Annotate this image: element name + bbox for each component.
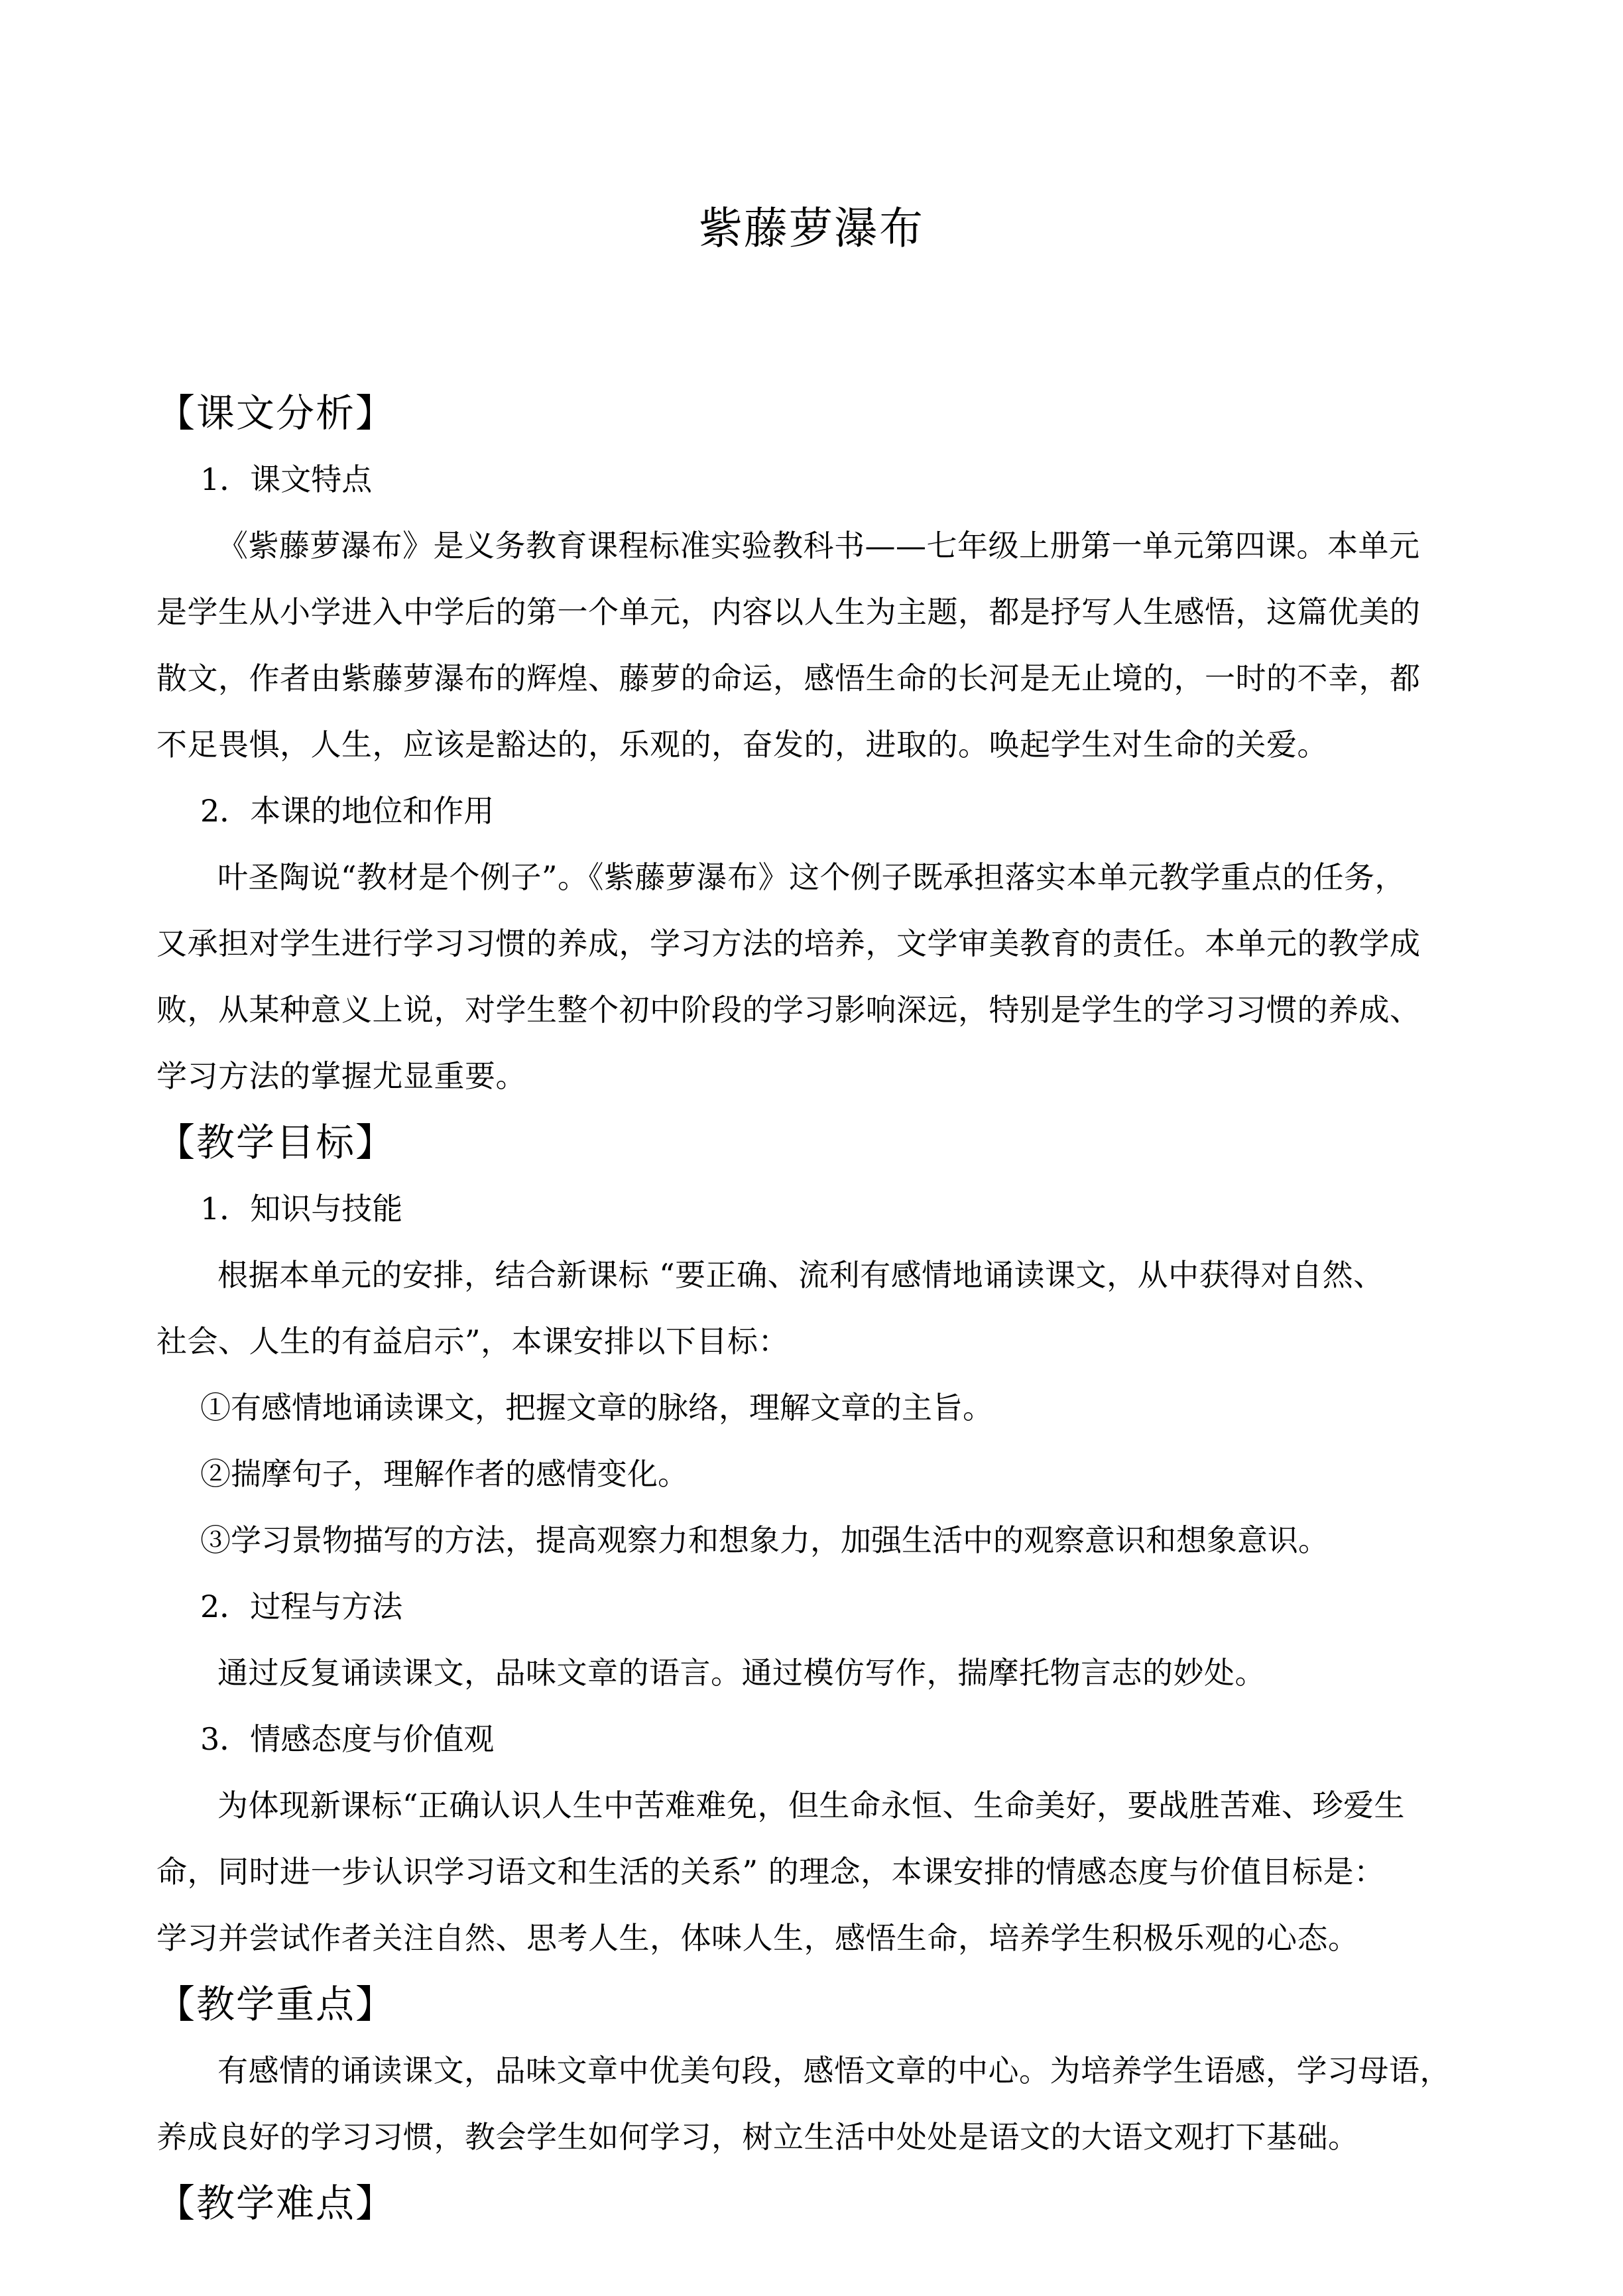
subheading-knowledge-skills: 1．知识与技能 bbox=[200, 1191, 403, 1227]
paragraph-line: 命，同时进一步认识学习语文和生活的关系” 的理念，本课安排的情感态度与价值目标是： bbox=[156, 1854, 1385, 1890]
goal-item-2: ②揣摩句子，理解作者的感情变化。 bbox=[200, 1456, 688, 1492]
paragraph-line: 通过反复诵读课文，品味文章的语言。通过模仿写作，揣摩托物言志的妙处。 bbox=[217, 1655, 1266, 1691]
section-heading-key-points: 【教学重点】 bbox=[156, 1982, 396, 2027]
paragraph-line: 为体现新课标“正确认识人生中苦难难免，但生命永恒、生命美好，要战胜苦难、珍爱生 bbox=[217, 1787, 1406, 1823]
subheading-emotion-values: 3．情感态度与价值观 bbox=[200, 1721, 495, 1757]
paragraph-line: 社会、人生的有益启示”，本课安排以下目标： bbox=[156, 1323, 790, 1359]
document-title: 紫藤萝瀑布 bbox=[699, 203, 924, 254]
paragraph-line: 《紫藤萝瀑布》是义务教育课程标准实验教科书——七年级上册第一单元第四课。本单元 bbox=[217, 528, 1420, 564]
subheading-text-features: 1．课文特点 bbox=[200, 461, 373, 497]
paragraph-lesson-role bbox=[156, 844, 1469, 1109]
goal-item-1: ①有感情地诵读课文，把握文章的脉络，理解文章的主旨。 bbox=[200, 1390, 993, 1425]
paragraph-line: 不足畏惧，人生，应该是豁达的，乐观的，奋发的，进取的。唤起学生对生命的关爱。 bbox=[156, 727, 1328, 762]
paragraph-line: 败，从某种意义上说，对学生整个初中阶段的学习影响深远，特别是学生的学习习惯的养成、 bbox=[156, 992, 1421, 1028]
paragraph-process-method bbox=[156, 1640, 1469, 1706]
paragraph-line: 学习并尝试作者关注自然、思考人生，体味人生，感悟生命，培养学生积极乐观的心态。 bbox=[156, 1920, 1359, 1956]
paragraph-line: 是学生从小学进入中学后的第一个单元，内容以人生为主题，都是抒写人生感悟，这篇优美的 bbox=[156, 594, 1421, 630]
paragraph-line: 散文，作者由紫藤萝瀑布的辉煌、藤萝的命运，感悟生命的长河是无止境的，一时的不幸，都 bbox=[156, 660, 1421, 696]
paragraph-line: 叶圣陶说“教材是个例子”。《紫藤萝瀑布》这个例子既承担落实本单元教学重点的任务， bbox=[217, 859, 1406, 895]
document-body bbox=[156, 380, 1469, 2236]
paragraph-emotion-values bbox=[156, 1772, 1469, 1971]
paragraph-line: 学习方法的掌握尤显重要。 bbox=[156, 1058, 526, 1094]
paragraph-line: 根据本单元的安排，结合新课标 “要正确、流利有感情地诵读课文，从中获得对自然、 bbox=[217, 1257, 1384, 1293]
paragraph-line: 又承担对学生进行学习习惯的养成，学习方法的培养，文学审美教育的责任。本单元的教学成 bbox=[156, 926, 1421, 961]
paragraph-line: 有感情的诵读课文，品味文章中优美句段，感悟文章的中心。为培养学生语感，学习母语， bbox=[217, 2053, 1451, 2088]
goal-item-3: ③学习景物描写的方法，提高观察力和想象力，加强生活中的观察意识和想象意识。 bbox=[200, 1522, 1329, 1558]
section-heading-analysis: 【课文分析】 bbox=[156, 391, 396, 436]
subheading-process-method: 2．过程与方法 bbox=[200, 1589, 403, 1624]
paragraph-key-points bbox=[156, 2037, 1469, 2170]
paragraph-knowledge-skills bbox=[156, 1242, 1469, 1374]
paragraph-text-features bbox=[156, 513, 1469, 778]
section-heading-difficulties: 【教学难点】 bbox=[156, 2181, 396, 2226]
subheading-lesson-role: 2．本课的地位和作用 bbox=[200, 793, 495, 829]
paragraph-line: 养成良好的学习习惯，教会学生如何学习，树立生活中处处是语文的大语文观打下基础。 bbox=[156, 2119, 1359, 2155]
section-heading-goals: 【教学目标】 bbox=[156, 1120, 396, 1165]
